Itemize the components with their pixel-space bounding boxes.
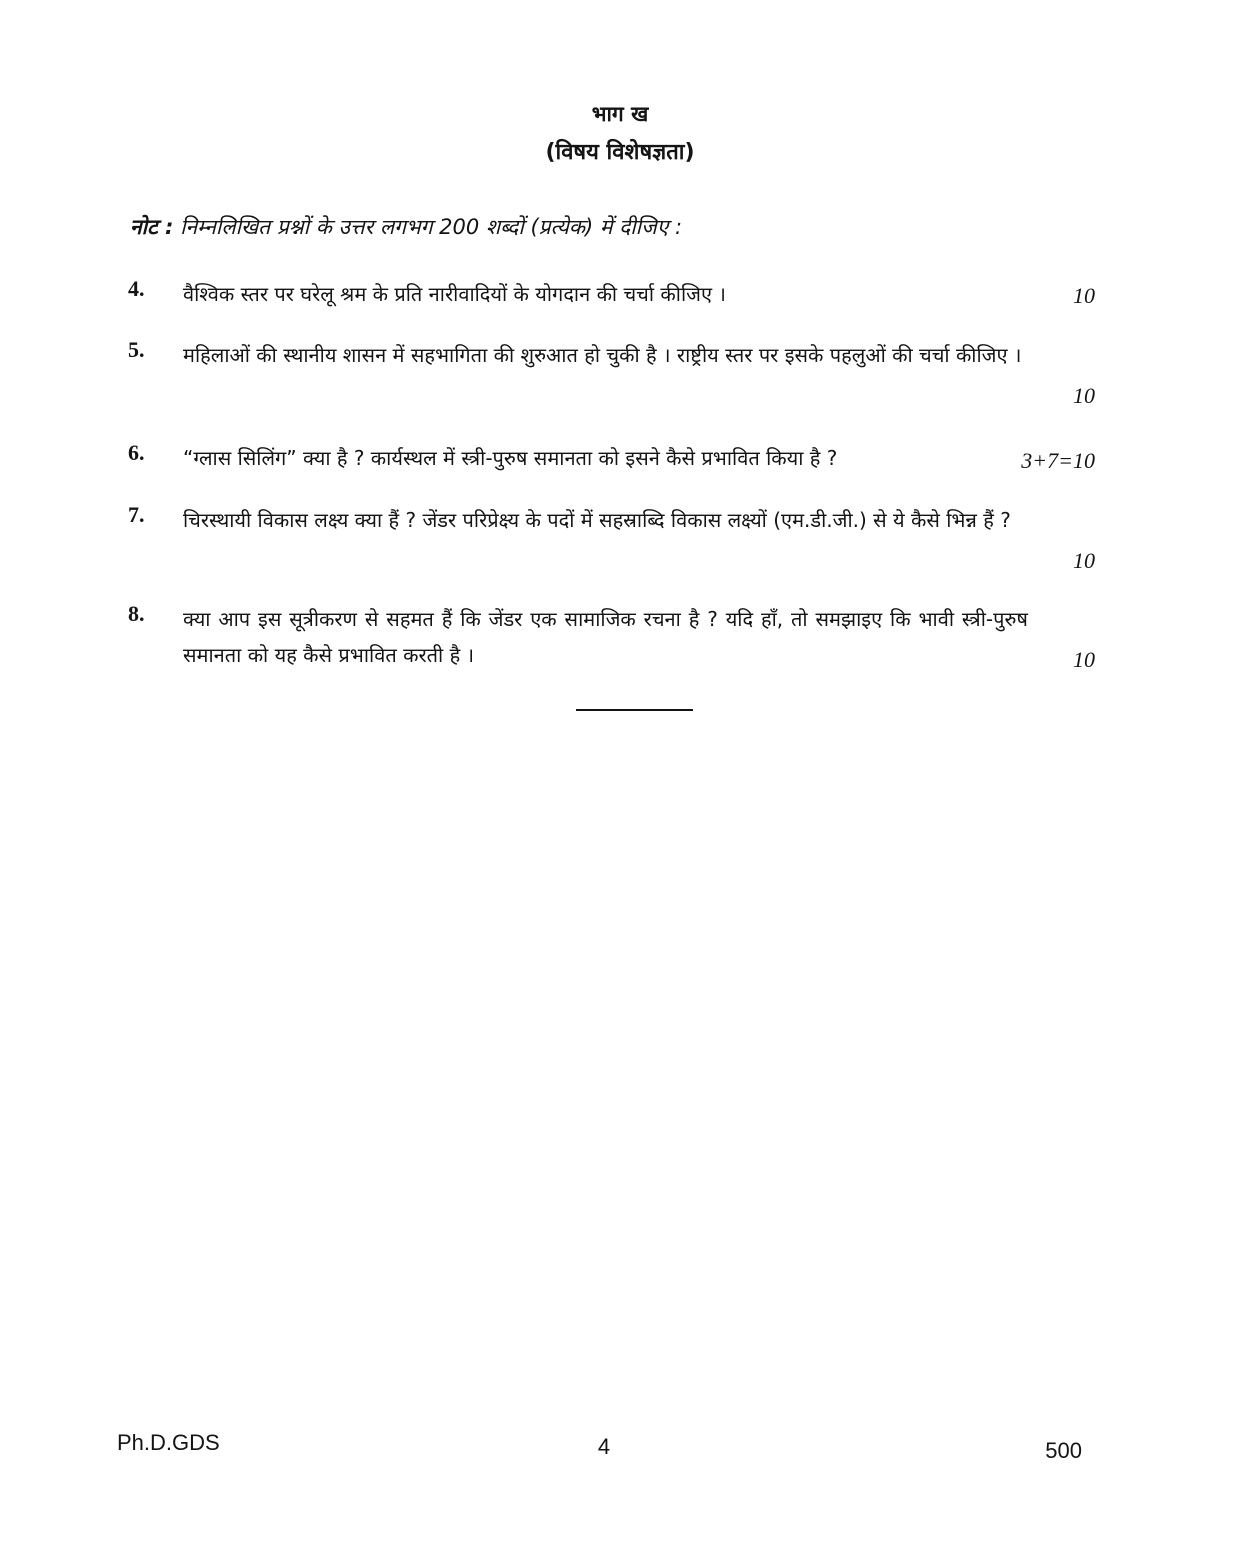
note-label: नोट : — [130, 215, 174, 239]
question-number: 4. — [128, 276, 145, 301]
paper-code: Ph.D.GDS — [117, 1430, 220, 1455]
page-number: 4 — [597, 1434, 611, 1459]
question-number: 6. — [128, 440, 145, 465]
question-number: 8. — [128, 601, 145, 626]
question-marks: 10 — [1073, 647, 1095, 672]
question-marks: 3+7=10 — [1021, 448, 1095, 473]
question-text: चिरस्थायी विकास लक्ष्य क्या हैं ? जेंडर परिप्रेक्ष्य के पदों में सहस्राब्दि विकास लक्ष्यों (एम.डी.जी.) से ये कैसे भिन्न हैं ? — [183, 508, 1011, 532]
question-number: 5. — [128, 337, 145, 362]
question-text: “ग्लास सिलिंग” क्या है ? कार्यस्थल में स्त्री-पुरुष समानता को इसने कैसे प्रभावित किया है ? — [183, 446, 838, 470]
part-subtitle: (विषय विशेषज्ञता) — [545, 140, 695, 165]
part-heading: भाग ख — [591, 102, 649, 126]
question-text: क्या आप इस सूत्रीकरण से सहमत हैं कि जेंडर एक सामाजिक रचना है ? यदि हाँ, तो समझाइए कि भावी स्त्री-पुरुष समानता को यह कैसे प्रभावित करती है । — [183, 607, 1028, 667]
question-marks: 10 — [1073, 283, 1095, 308]
question-text: वैश्विक स्तर पर घरेलू श्रम के प्रति नारीवादियों के योगदान की चर्चा कीजिए । — [183, 282, 726, 306]
end-divider — [576, 709, 693, 711]
copy-count: 500 — [1045, 1438, 1082, 1463]
question-marks: 10 — [1073, 548, 1095, 573]
instruction-note — [130, 213, 682, 241]
question-number: 7. — [128, 502, 145, 527]
note-text: निम्नलिखित प्रश्नों के उत्तर लगभग 200 शब्दों (प्रत्येक) में दीजिए : — [173, 215, 683, 239]
question-marks: 10 — [1073, 383, 1095, 408]
question-text: महिलाओं की स्थानीय शासन में सहभागिता की शुरुआत हो चुकी है । राष्ट्रीय स्तर पर इसके पहलुओं की चर्चा कीजिए । — [183, 343, 1022, 367]
